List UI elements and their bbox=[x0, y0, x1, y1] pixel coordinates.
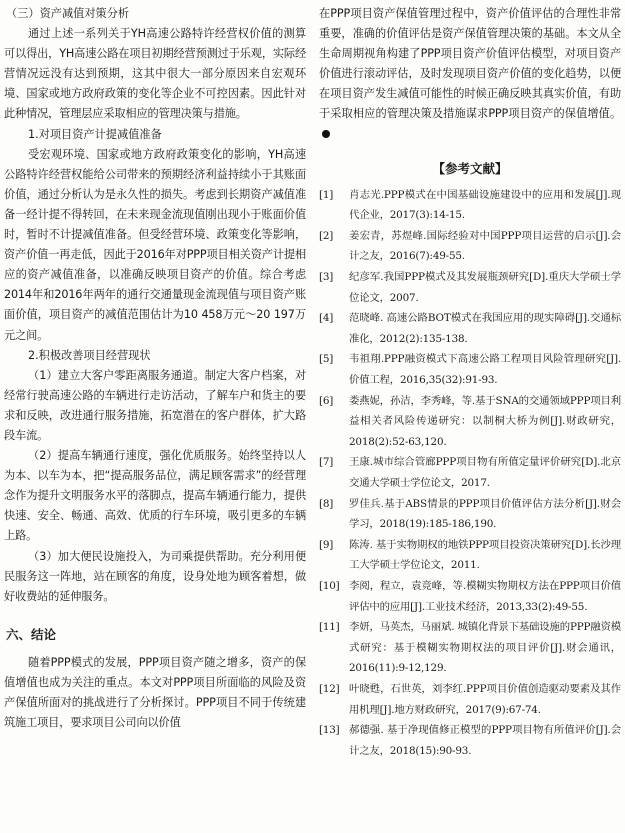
reference-item bbox=[319, 349, 621, 390]
reference-number: [1] bbox=[319, 188, 334, 201]
item1-body: 受宏观环境、国家或地方政府政策变化的影响，YH高速公路特许经营权能给公司带来的预期经济利益持续小于其账面价值，通过分析认为是永久性的损失。考虑到长期资产减值准备一经计提不得转回，在未来现金流现值刚出现小于账面价值时，暂时不计提减值准备。但受经营环境、政策变化等影响，资产价值一再走低，因此于2016年对PPP项目相关资产计提相应的资产减值准备，以准确反映项目资产的价值。综合考虑2014年和2016年两年的通行交通量现金流现值与项目资产账面价值，项目资产的减值范围估计为10 458万元～20 197万元之间。 bbox=[4, 147, 306, 342]
reference-item bbox=[319, 535, 621, 576]
reference-number: [5] bbox=[319, 353, 334, 366]
reference-text: 韦祖翔.PPP融资模式下高速公路工程项目风险管理研究[J].价值工程，2016,35(32):91-93. bbox=[349, 353, 621, 386]
reference-number: [2] bbox=[319, 229, 334, 242]
reference-text: 肖志光.PPP模式在中国基础设施建设中的应用和发展[J].现代企业，2017(3):14-15. bbox=[349, 188, 621, 222]
reference-number: [7] bbox=[319, 456, 334, 469]
reference-item bbox=[319, 679, 621, 720]
left-column bbox=[4, 4, 306, 733]
reference-text: 陈涛. 基于实物期权的地铁PPP项目投资决策研究[D].长沙理工大学硕士学位论文，2011. bbox=[349, 538, 621, 572]
conclusion-paragraph-end: 在PPP项目资产保值管理过程中，资产价值评估的合理性非常重要，准确的价值评估是资产保值管理决策的基础。本文从全生命周期视角构建了PPP项目资产价值评估模型，对项目资产价值进行滚动评估，及时发现项目资产价值的变化趋势，以便在项目资产发生减值可能性的时候正确反映其真实价值，有助于采取相应的管理决策及措施谋求PPP项目资产的保值增值。 bbox=[319, 4, 621, 145]
conclusion-paragraph-start: 随着PPP模式的发展，PPP项目资产随之增多，资产的保值增值也成为关注的重点。本文对PPP项目所面临的风险及资产保值所面对的挑战进行了分析探讨。PPP项目不同于传统建筑施工项目，要求项目公司向以价值 bbox=[4, 655, 306, 730]
item2-point-1: （1）建立大客户零距离服务通道。制定大客户档案，对经常行驶高速公路的车辆进行走访活动，了解车户和货主的要求和反映，改进通行服务措施，拓宽潜在的客户群体，扩大路段车流。 bbox=[4, 368, 306, 442]
paragraph-intro: 通过上述一系列关于YH高速公路特许经营权价值的测算可以得出，YH高速公路在项目初期经营预测过于乐观，实际经营情况远没有达到预期，这其中很大一部分原因来自宏观环境、国家或地方政府政策的变化等企业不可控因素。因此针对此种情况，管理层应采取相应的管理决策与措施。 bbox=[4, 27, 306, 121]
end-of-article-bullet-icon bbox=[322, 130, 330, 138]
right-column bbox=[319, 4, 621, 761]
reference-item bbox=[319, 617, 621, 679]
reference-item bbox=[319, 226, 621, 267]
item2-point-2: （2）提高车辆通行速度，强化优质服务。始终坚持以人为本、以车为本，把“提高服务品位，满足顾客需求”的经营理念作为提升文明服务水平的落脚点，提高车辆通行能力，提供快速、安全、畅通、高效、优质的行车环境，吸引更多的车辆上路。 bbox=[4, 449, 306, 543]
reference-text: 娄燕妮，孙洁，李秀峰，等.基于SNA的交通领域PPP项目利益相关者风险传递研究：以制桐大桥为例[J].财政研究，2018(2):52-63,120. bbox=[349, 394, 621, 448]
reference-text: 李阅，程立，袁竞峰，等.模糊实物期权方法在PPP项目价值评估中的应用[J].工业技术经济，2013,33(2):49-55. bbox=[349, 579, 621, 613]
reference-number: [8] bbox=[319, 497, 334, 510]
reference-text: 姜宏青，苏煜峰.国际经验对中国PPP项目运营的启示[J].会计之友，2016(7):49-55. bbox=[349, 229, 621, 263]
reference-number: [12] bbox=[319, 682, 340, 695]
reference-number: [4] bbox=[319, 312, 334, 325]
reference-number: [10] bbox=[319, 579, 340, 592]
item1-title: 1.对项目资产计提减值准备 bbox=[28, 127, 162, 141]
reference-number: [3] bbox=[319, 271, 334, 284]
section-title-conclusion: 六、结论 bbox=[6, 626, 57, 642]
reference-number: [13] bbox=[319, 724, 340, 737]
reference-item bbox=[319, 185, 621, 226]
reference-item bbox=[319, 391, 621, 453]
reference-number: [11] bbox=[319, 621, 340, 634]
reference-item bbox=[319, 494, 621, 535]
reference-text: 郝德强. 基于净现值修正模型的PPP项目物有所值评价[J].会计之友，2018(15):90-93. bbox=[349, 724, 621, 757]
reference-text: 叶晓甦，石世英，刘李红.PPP项目价值创造驱动要素及其作用机理[J].地方财政研究，2017(9):67-74. bbox=[349, 682, 621, 716]
reference-item bbox=[319, 267, 621, 308]
reference-item bbox=[319, 308, 621, 349]
subsection-title: （三）资产减值对策分析 bbox=[6, 7, 130, 20]
reference-text: 范晓峰. 高速公路BOT模式在我国应用的现实障碍[J].交通标准化，2012(2):135-138. bbox=[349, 312, 621, 345]
reference-text: 李妍，马英杰，马丽斌. 城镇化背景下基础设施的PPP融资模式研究：基于模糊实物期权法的项目评价[J].财会通讯，2016(11):9-12,129. bbox=[349, 621, 621, 675]
reference-item bbox=[319, 576, 621, 617]
reference-text: 王康.城市综合管廊PPP项目物有所值定量评价研究[D].北京交通大学硕士学位论文，2017. bbox=[349, 456, 621, 489]
reference-item bbox=[319, 452, 621, 493]
references-list bbox=[319, 185, 621, 762]
references-heading: 【参考文献】 bbox=[432, 160, 508, 176]
reference-text: 纪彦军.我国PPP模式及其发展瓶颈研究[D].重庆大学硕士学位论文，2007. bbox=[349, 271, 621, 304]
item2-title: 2.积极改善项目经营现状 bbox=[28, 348, 151, 362]
reference-item bbox=[319, 720, 621, 761]
reference-number: [6] bbox=[319, 394, 334, 407]
reference-number: [9] bbox=[319, 538, 334, 551]
reference-text: 罗佳兵.基于ABS情景的PPP项目价值评估方法分析[J].财会学习，2018(19):185-186,190. bbox=[349, 497, 621, 531]
item2-point-3: （3）加大便民设施投入，为司乘提供帮助。充分利用便民服务这一阵地，站在顾客的角度，设身处地为顾客着想，做好收费站的延伸服务。 bbox=[4, 549, 306, 603]
